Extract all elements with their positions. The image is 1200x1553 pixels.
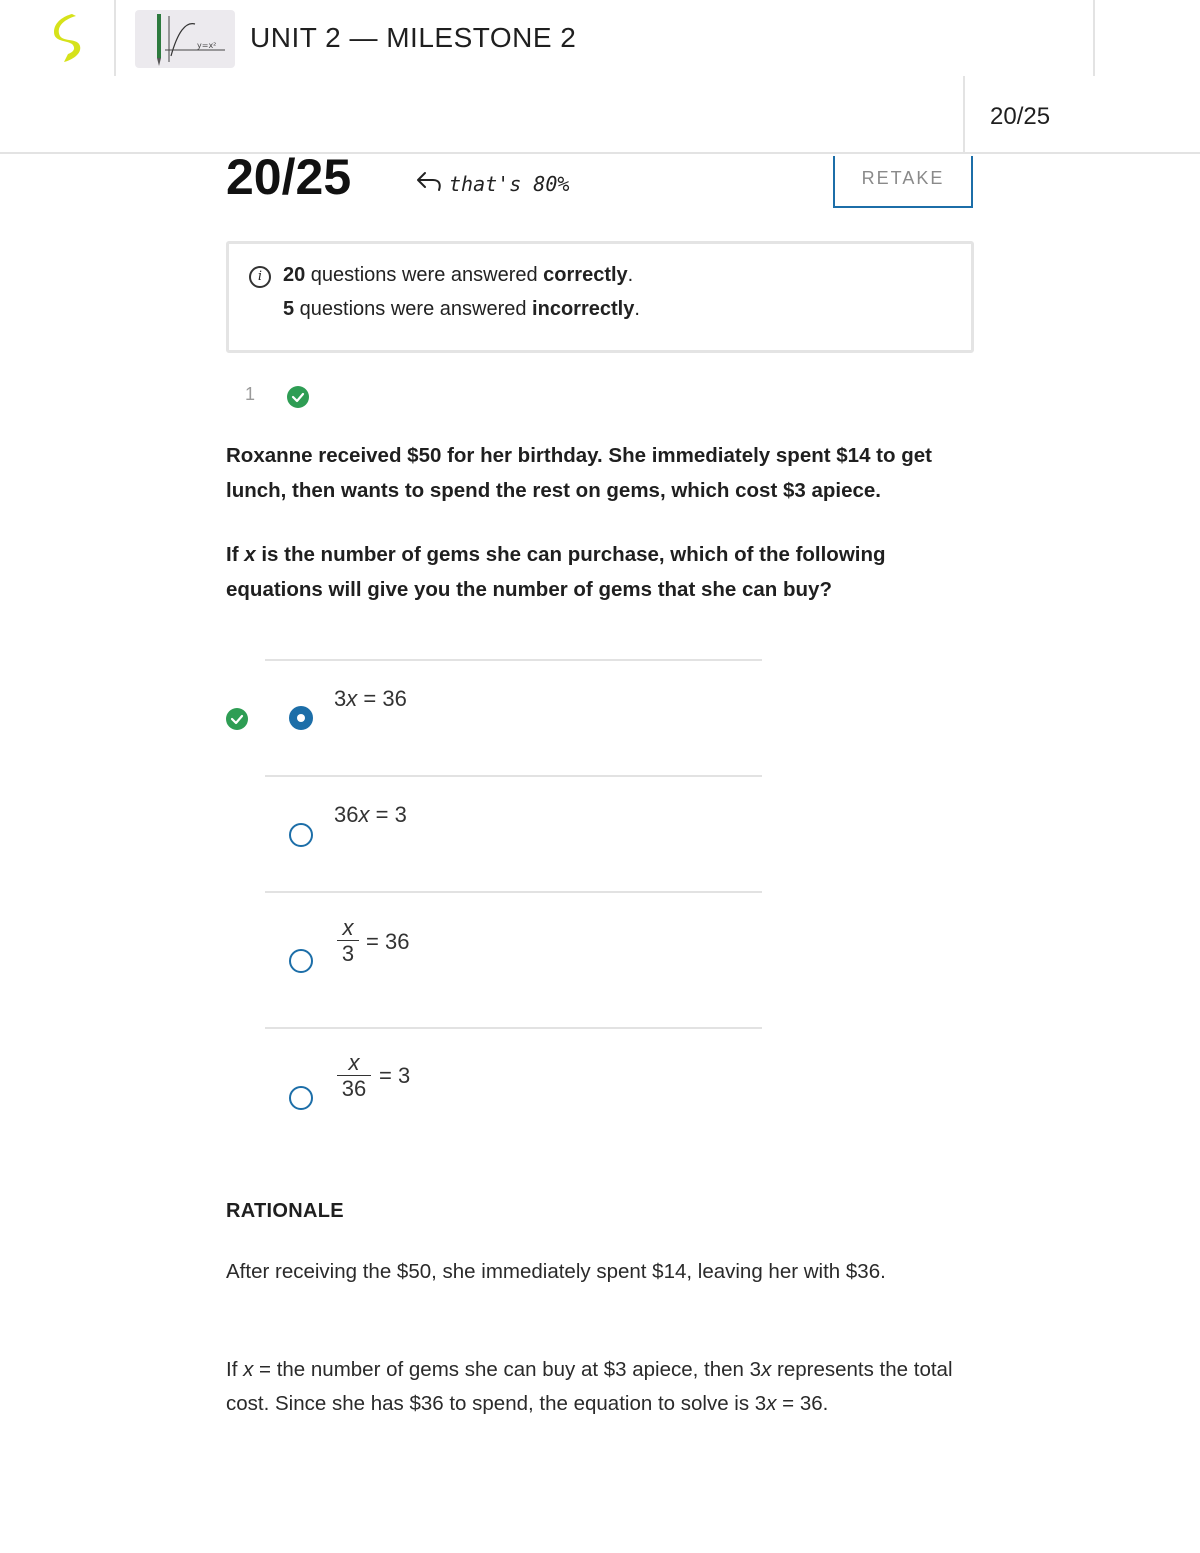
incorrect-count: 5	[283, 298, 295, 320]
radio-icon[interactable]	[289, 949, 313, 973]
info-icon: i	[249, 266, 271, 288]
score-value: 20/25	[226, 149, 352, 205]
question-prompt: Roxanne received $50 for her birthday. She immediately spent $14 to get lunch, then wants to spend the rest on gems, which cost $3 apiece.	[226, 444, 932, 502]
reply-arrow-icon	[415, 170, 443, 197]
check-icon	[226, 708, 248, 730]
option-d-rhs: = 3	[379, 1063, 411, 1088]
question-instruction: If x is the number of gems she can purchase, which of the following equations will give you the number of gems that she can buy?	[226, 543, 886, 601]
page-title: UNIT 2 — MILESTONE 2	[250, 22, 577, 53]
option-a-text[interactable]: 3x = 36	[334, 686, 407, 711]
option-divider	[265, 891, 762, 893]
option-divider	[265, 659, 762, 661]
score-note	[415, 170, 569, 197]
radio-icon[interactable]	[289, 823, 313, 847]
score-panel-divider	[963, 76, 965, 154]
option-c-fraction[interactable]: x 3	[337, 916, 359, 967]
correct-count: 20	[283, 264, 306, 286]
svg-text:y=x²: y=x²	[197, 41, 217, 50]
rationale-paragraph-2: If x = the number of gems she can buy at $3 apiece, then 3x represents the total cost. Since she has $36 to spend, the equation to solve is 3x = 36.	[226, 1358, 953, 1415]
question-number: 1	[245, 384, 256, 404]
score-badge: 20/25	[990, 103, 1051, 130]
incorrect-summary: 5 questions were answered incorrectly.	[283, 298, 640, 320]
rationale-heading: RATIONALE	[226, 1200, 344, 1222]
option-c-rhs: = 36	[366, 929, 410, 954]
option-divider	[265, 775, 762, 777]
header-divider-left	[114, 0, 116, 76]
logo-icon[interactable]	[50, 12, 90, 64]
option-b-text[interactable]: 36x = 3	[334, 802, 407, 827]
results-summary	[226, 241, 974, 353]
option-d-fraction[interactable]: x 36	[337, 1051, 371, 1102]
option-divider	[265, 1027, 762, 1029]
check-icon	[287, 386, 309, 408]
correct-summary: 20 questions were answered correctly.	[283, 264, 634, 286]
rationale-paragraph-1: After receiving the $50, she immediately spent $14, leaving her with $36.	[226, 1260, 886, 1283]
header-bottom-border	[0, 152, 1200, 154]
radio-icon[interactable]	[289, 1086, 313, 1110]
course-thumbnail[interactable]	[135, 10, 235, 68]
score-note-text: that's 80%	[449, 171, 570, 196]
retake-button[interactable]: RETAKE	[833, 156, 973, 208]
radio-icon[interactable]	[289, 706, 313, 730]
header-divider-right	[1093, 0, 1095, 76]
